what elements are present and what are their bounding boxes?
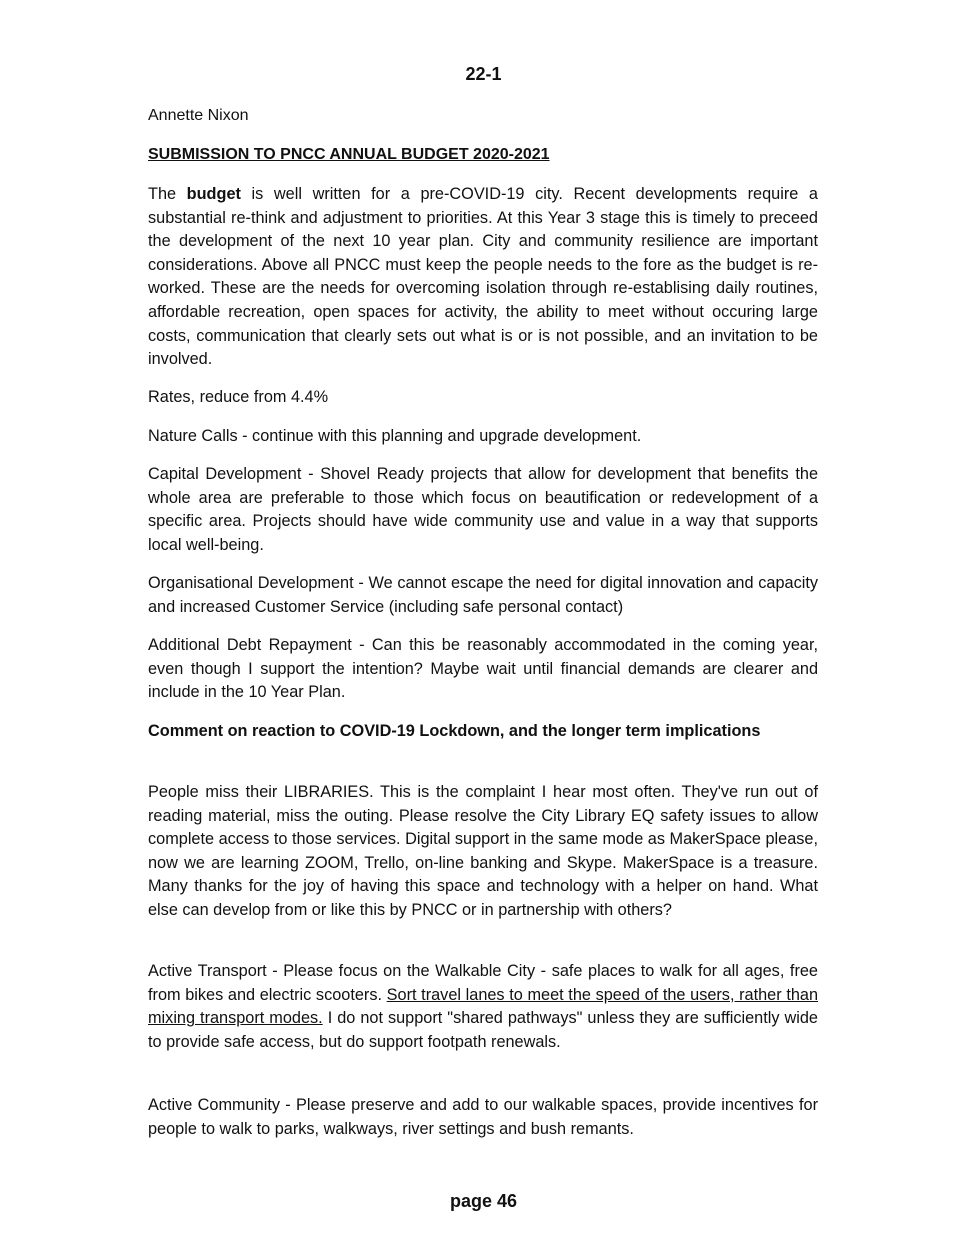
capital-development-paragraph: Capital Development - Shovel Ready projects that allow for development that benefits the whole area are preferable to those which focus on beautification or redevelopment of a specific area. Projects should have wide community use and value in a way that supports local well-being. (148, 465, 818, 554)
covid-heading: Comment on reaction to COVID-19 Lockdown, and the longer term implications (148, 722, 761, 740)
page-number: page 46 (449, 1191, 518, 1211)
nature-calls-paragraph: Nature Calls - continue with this planning and upgrade development. (148, 427, 642, 445)
debt-repayment-paragraph: Additional Debt Repayment - Can this be reasonably accommodated in the coming year, even though I support the intention? Maybe wait until financial demands are clearer and include in the 10 Year Plan. (148, 636, 818, 702)
submission-title: SUBMISSION TO PNCC ANNUAL BUDGET 2020-2021 (148, 146, 550, 163)
active-community-paragraph: Active Community - Please preserve and add to our walkable spaces, provide incentives for people to walk to parks, walkways, river settings and bush remants. (148, 1096, 818, 1138)
author-name: Annette Nixon (148, 107, 249, 124)
libraries-paragraph: People miss their LIBRARIES. This is the complaint I hear most often. They've run out of reading material, miss the outing. Please resolve the City Library EQ safety issues to allow complete access to those services. Digital support in the same mode as MakerSpace please, now we are learning ZOOM, Trello, on-line banking and Skype. MakerSpace is a treasure. Many thanks for the joy of having this space and technology with a helper on hand. What else can develop from or like this by PNCC or in partnership with others? (148, 783, 818, 919)
document-reference: 22-1 (465, 64, 502, 84)
intro-bold-word: budget (186, 185, 241, 203)
transport-underlined-text: Sort travel lanes to meet the speed of the users, rather than mixing transport modes. (148, 985, 819, 1028)
organisational-development-paragraph: Organisational Development - We cannot escape the need for digital innovation and capacity and increased Customer Service (including safe personal contact) (148, 574, 818, 616)
intro-paragraph: The budget is well written for a pre-COVID-19 city. Recent developments require a substantial re-think and adjustment to priorities. At this Year 3 stage this is timely to preceed the development of the next 10 year plan. City and community resilience are important considerations. Above all PNCC must keep the people needs to the fore as the budget is re-worked. These are the needs for overcoming isolation through re-establising daily routines, affordable recreation, open spaces for activity, the ability to meet without occuring large costs, communication that clearly sets out what is or is not possible, and an invitation to be involved. (148, 185, 818, 369)
active-transport-paragraph: Active Transport - Please focus on the Walkable City - safe places to walk for all ages, free from bikes and electric scooters. Sort travel lanes to meet the speed of the users, rather than mixing transport modes. I do not support "shared pathways" unless they are sufficiently wide to provide safe access, but do support footpath renewals. (148, 962, 819, 1051)
rates-paragraph: Rates, reduce from 4.4% (148, 388, 329, 406)
